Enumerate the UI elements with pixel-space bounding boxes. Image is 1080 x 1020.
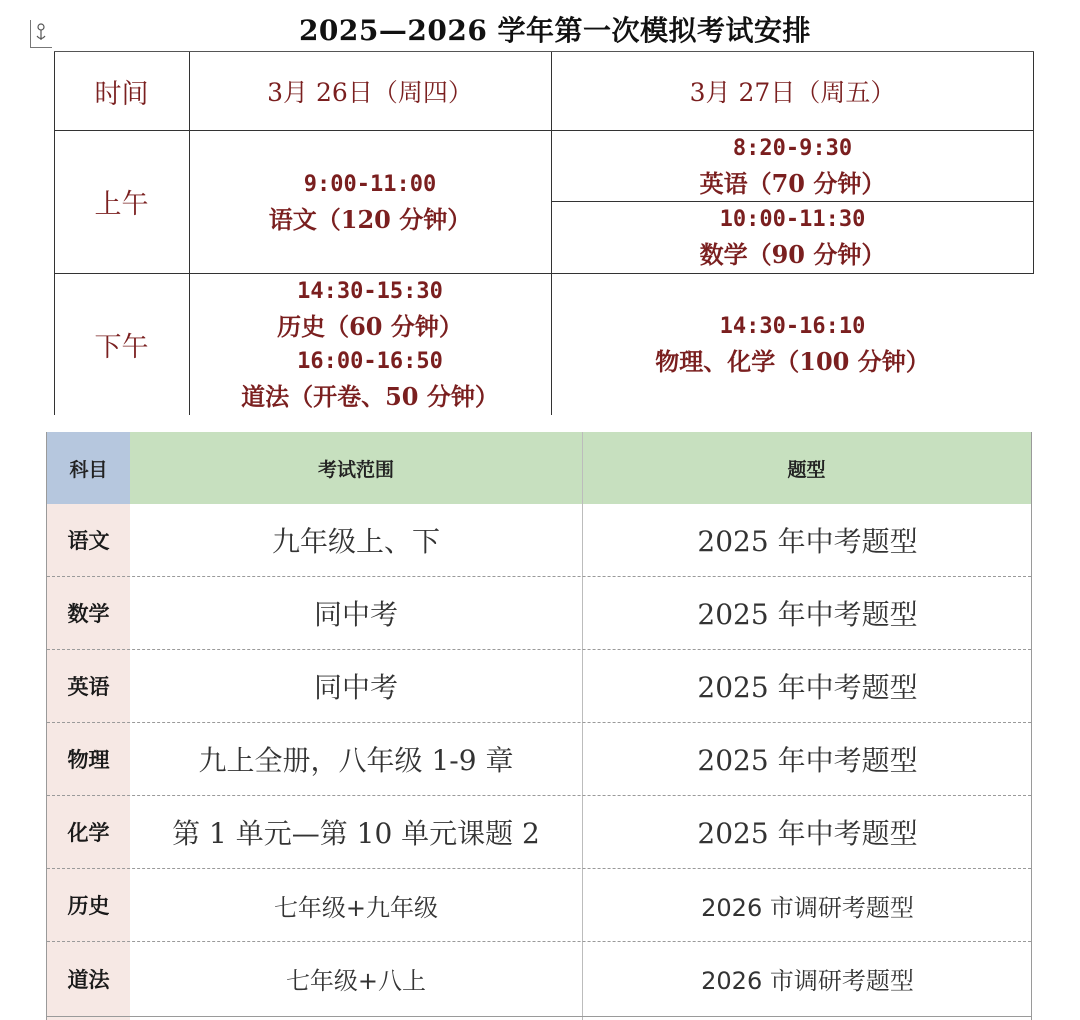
row-subject: 道法 — [67, 967, 110, 992]
slot-time: 10:00-11:30 — [719, 207, 866, 232]
row-range: 第 1 单元—第 10 单元课题 2 — [172, 817, 540, 850]
morning-day1-slot — [189, 130, 551, 273]
header-day1: 3月 26日（周四） — [267, 78, 473, 107]
row-type: 2025 年中考题型 — [697, 671, 918, 704]
row-subject: 语文 — [67, 529, 110, 553]
header-type: 题型 — [582, 432, 1031, 504]
row-subject: 英语 — [67, 675, 110, 699]
table-row — [47, 942, 1031, 1015]
slot-time: 8:20-9:30 — [732, 135, 853, 161]
afternoon-day1-slot — [189, 273, 551, 415]
row-type: 2025 年中考题型 — [697, 744, 918, 777]
header-day2: 3月 27日（周五） — [689, 78, 896, 107]
morning-label: 上午 — [94, 189, 149, 220]
table-row — [47, 796, 1031, 869]
table-row — [47, 504, 1031, 577]
row-type: 2025 年中考题型 — [697, 525, 918, 558]
row-subject: 数学 — [67, 602, 110, 626]
afternoon-label: 下午 — [94, 331, 149, 363]
slot-subject: 物理、化学（100 分钟） — [655, 347, 930, 376]
table-row — [47, 869, 1031, 942]
slot-time: 14:30-16:10 — [719, 314, 866, 339]
row-range: 九上全册，八年级 1-9 章 — [198, 744, 514, 777]
morning-day2-slot-2 — [551, 201, 1034, 273]
exam-schedule-table — [54, 52, 1034, 415]
row-type: 2026 市调研考题型 — [701, 967, 914, 995]
table-row — [47, 577, 1031, 650]
slot-time: 14:30-15:30 — [297, 279, 443, 304]
afternoon-day2-slot — [551, 273, 1034, 415]
row-type: 2026 市调研考题型 — [701, 893, 914, 922]
row-range: 同中考 — [313, 598, 398, 631]
header-range: 考试范围 — [130, 432, 582, 504]
row-range: 同中考 — [313, 671, 398, 704]
row-type: 2025 年中考题型 — [697, 817, 918, 850]
table-row — [47, 650, 1031, 723]
row-subject: 物理 — [67, 748, 110, 772]
row-range: 九年级上、下 — [271, 525, 440, 558]
slot-subject: 语文（120 分钟） — [268, 204, 472, 234]
table-bottom-border — [47, 1016, 1031, 1017]
slot-time: 9:00-11:00 — [303, 171, 437, 197]
anchor-icon — [30, 20, 52, 48]
row-range: 七年级+八上 — [285, 967, 427, 995]
row-subject: 历史 — [67, 894, 110, 918]
slot-subject: 历史（60 分钟） — [277, 312, 463, 341]
row-type: 2025 年中考题型 — [697, 598, 918, 631]
morning-day2-slot-1 — [551, 130, 1034, 201]
slot-time: 16:00-16:50 — [297, 349, 443, 374]
slot-subject: 英语（70 分钟） — [699, 168, 886, 198]
slot-subject: 道法（开卷、50 分钟） — [241, 382, 499, 411]
slot-subject: 数学（90 分钟） — [699, 240, 886, 269]
subject-scope-table — [46, 432, 1032, 1020]
row-subject: 化学 — [67, 821, 110, 845]
header-subject: 科目 — [47, 432, 130, 504]
row-range: 七年级+九年级 — [273, 893, 439, 922]
header-time-label: 时间 — [94, 78, 149, 110]
page-title: 2025—2026 学年第一次模拟考试安排 — [298, 14, 812, 47]
table-row — [47, 723, 1031, 796]
